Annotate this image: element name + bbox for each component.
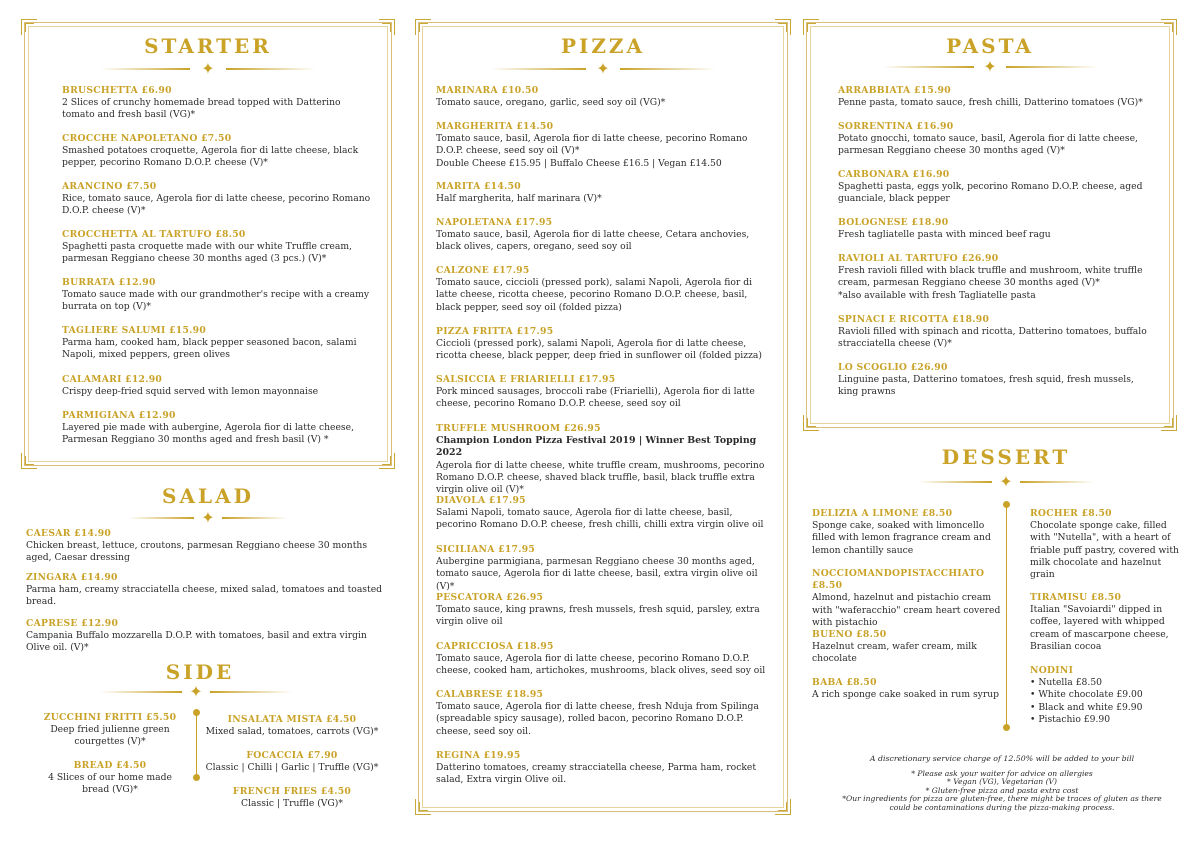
item-name: DIAVOLA £17.95 — [436, 495, 526, 506]
item-description: Parma ham, cooked ham, black pepper seasoned bacon, salami Napoli, mixed peppers, green olives — [62, 337, 357, 361]
item-name: LO SCOGLIO £26.90 — [838, 362, 948, 373]
item-name: RAVIOLI AL TARTUFO £26.90 — [838, 253, 999, 264]
starter-divider — [100, 61, 316, 77]
menu-item — [62, 325, 372, 362]
menu-item — [436, 121, 770, 170]
item-name: BURRATA £12.90 — [62, 277, 156, 288]
item-description: Sponge cake, soaked with limoncello filled with lemon fragrance cream and lemon chantilly sauce — [812, 520, 991, 556]
item-description: Classic | Chilli | Garlic | Truffle (VG)* — [205, 762, 379, 774]
menu-item — [40, 760, 180, 797]
menu-item — [436, 181, 770, 205]
item-name: PESCATORA £26.95 — [436, 592, 544, 603]
corner-ornament — [1161, 415, 1177, 431]
item-name: ARANCINO £7.50 — [62, 181, 157, 192]
item-description: Fresh ravioli filled with black truffle and mushroom, white truffle cream, parmesan Reggiano cheese 30 months aged (V)* — [838, 265, 1143, 289]
menu-item — [812, 508, 1002, 557]
item-name: ZINGARA £14.90 — [26, 572, 118, 583]
item-description: Tomato sauce, oregano, garlic, seed soy oil (VG)* — [436, 97, 666, 109]
side-divider — [100, 684, 292, 700]
item-description: Parma ham, creamy stracciatella cheese, mixed salad, tomatoes and toasted bread. — [26, 584, 383, 608]
item-description: Classic | Truffle (VG)* — [241, 798, 343, 810]
item-name: MARITA £14.50 — [436, 181, 521, 192]
gluten-note: * Gluten-free pizza and pasta extra cost — [925, 785, 1079, 795]
item-name: CROCCHE NAPOLETANO £7.50 — [62, 133, 232, 144]
item-description: Datterino tomatoes, creamy stracciatella cheese, Parma ham, rocket salad, Extra virgin Olive oil. — [436, 762, 757, 786]
corner-ornament — [415, 799, 431, 815]
item-name: PIZZA FRITTA £17.95 — [436, 326, 554, 337]
item-name: REGINA £19.95 — [436, 750, 521, 761]
item-description: Pork minced sausages, broccoli rabe (Friarielli), Agerola fior di latte cheese, pecorino Romano D.O.P. cheese, seed soy oil — [436, 386, 755, 410]
item-name: BUENO £8.50 — [812, 629, 887, 640]
item-name: BRUSCHETTA £6.90 — [62, 85, 172, 96]
nodini-list — [1030, 677, 1180, 726]
side-title: SIDE — [165, 660, 235, 684]
allergy-note: * Please ask your waiter for advice on allergies — [911, 768, 1093, 778]
pizza-divider — [490, 61, 716, 77]
list-item: • White chocolate £9.00 — [1030, 689, 1180, 701]
item-description: Tomato sauce made with our grandmother's recipe with a creamy burrata on top (V)* — [62, 289, 370, 313]
item-description: Spaghetti pasta, eggs yolk, pecorino Romano D.O.P. cheese, aged guanciale, black pepper — [838, 181, 1143, 205]
dessert-title: DESSERT — [941, 445, 1071, 469]
star-ornament-icon: ✦ — [596, 59, 610, 78]
footnotes — [840, 755, 1164, 813]
item-name: NOCCIOMANDOPISTACCHIATO £8.50 — [812, 568, 985, 592]
corner-ornament — [415, 19, 431, 35]
item-description: Deep fried julienne green courgettes (V)* — [50, 724, 170, 748]
item-name: SICILIANA £17.95 — [436, 544, 536, 555]
item-description: 4 Slices of our home made bread (VG)* — [48, 772, 172, 796]
menu-item — [838, 217, 1154, 241]
menu-item — [838, 85, 1154, 109]
menu-item — [204, 714, 380, 738]
item-name: NAPOLETANA £17.95 — [436, 217, 553, 228]
item-description: Agerola fior di latte cheese, white truffle cream, mushrooms, pecorino Romano D.O.P. cheese, shaved black truffle, basil, black truffle extra virgin olive oil (V)* — [436, 459, 765, 496]
item-name: CAESAR £14.90 — [26, 528, 112, 539]
item-name: TRUFFLE MUSHROOM £26.95 — [436, 423, 601, 434]
item-description: Aubergine parmigiana, parmesan Reggiano cheese 30 months aged, tomato sauce, Agerola fior di latte cheese, basil, extra virgin olive oil (V)* — [436, 556, 758, 592]
item-name: ARRABBIATA £15.90 — [838, 85, 951, 96]
item-description: Tomato sauce, king prawns, fresh mussels, fresh squid, parsley, extra virgin olive oil — [436, 604, 760, 628]
item-description: Salami Napoli, tomato sauce, Agerola fior di latte cheese, basil, pecorino Romano D.O.P. cheese, fresh chilli, chilli extra virgin olive oil — [436, 507, 764, 531]
star-ornament-icon: ✦ — [201, 59, 215, 78]
item-name: CARBONARA £16.90 — [838, 169, 950, 180]
pasta-divider — [882, 59, 1098, 75]
item-description: Half margherita, half marinara (V)* — [436, 193, 602, 205]
item-description: Crispy deep-fried squid served with lemon mayonnaise — [62, 386, 319, 398]
corner-ornament — [21, 19, 37, 35]
item-description: Italian "Savoiardi" dipped in coffee, layered with whipped cream of mascarpone cheese, Brasilian cocoa — [1030, 604, 1169, 652]
star-ornament-icon: ✦ — [201, 508, 215, 527]
menu-item — [40, 712, 180, 749]
menu-item — [204, 786, 380, 810]
menu-item — [1030, 592, 1180, 653]
star-ornament-icon: ✦ — [999, 472, 1013, 491]
menu-item — [436, 592, 770, 629]
salad-title: SALAD — [162, 484, 254, 508]
vegan-note: * Vegan (VG), Vegetarian (V) — [946, 777, 1057, 787]
item-name: CALABRESE £18.95 — [436, 689, 544, 700]
item-name: BREAD £4.50 — [73, 760, 147, 771]
item-name: PARMIGIANA £12.90 — [62, 410, 176, 421]
list-item: • Pistachio £9.90 — [1030, 714, 1180, 726]
menu-item — [1030, 665, 1180, 726]
item-name: FRENCH FRIES £4.50 — [232, 786, 352, 797]
item-description: Rice, tomato sauce, Agerola fior di latte cheese, pecorino Romano D.O.P. cheese (V)* — [62, 193, 371, 217]
item-name: CALZONE £17.95 — [436, 265, 530, 276]
menu-item — [436, 689, 770, 738]
menu-item — [436, 423, 770, 496]
item-name: CAPRICCIOSA £18.95 — [436, 641, 554, 652]
item-description: Chocolate sponge cake, filled with "Nutella", with a heart of friable puff pastry, covered with milk chocolate and hazelnut grain — [1030, 520, 1179, 581]
item-description: Tomato sauce, Agerola fior di latte cheese, pecorino Romano D.O.P. cheese, cooked ham, artichokes, mushrooms, black olives, seed soy oil — [436, 653, 766, 677]
menu-item — [436, 374, 770, 411]
item-name: CALAMARI £12.90 — [62, 374, 163, 385]
item-name: INSALATA MISTA £4.50 — [227, 714, 357, 725]
dessert-column-rule — [1006, 504, 1007, 728]
menu-item — [812, 629, 1002, 666]
corner-ornament — [379, 19, 395, 35]
pizza-title: PIZZA — [560, 34, 646, 58]
menu-item — [62, 410, 372, 447]
item-description: Spaghetti pasta croquette made with our white Truffle cream, parmesan Reggiano cheese 30 months aged (3 pcs.) (V)* — [62, 241, 352, 265]
corner-ornament — [379, 453, 395, 469]
menu-item — [812, 677, 1002, 701]
corner-ornament — [1161, 19, 1177, 35]
item-description: Campania Buffalo mozzarella D.O.P. with tomatoes, basil and extra virgin Olive oil. (V)* — [26, 630, 367, 654]
menu-item — [436, 85, 770, 109]
menu-item — [838, 314, 1154, 351]
dessert-divider — [918, 474, 1094, 490]
item-description: Tomato sauce, basil, Agerola fior di latte cheese, pecorino Romano D.O.P. cheese, seed soy oil (V)* — [436, 133, 748, 157]
menu-item — [1030, 508, 1180, 581]
item-extra: *also available with fresh Tagliatelle pasta — [838, 289, 1036, 301]
item-description: Tomato sauce, ciccioli (pressed pork), salami Napoli, Agerola fior di latte cheese, ricotta cheese, pecorino Romano D.O.P. cheese, basil, black pepper, seed soy oil (folded pizza) — [436, 277, 753, 313]
item-description: 2 Slices of crunchy homemade bread topped with Datterino tomato and fresh basil (VG)* — [62, 97, 341, 121]
star-ornament-icon: ✦ — [983, 57, 997, 76]
menu-item — [436, 750, 770, 787]
item-description: Hazelnut cream, wafer cream, milk chocolate — [812, 641, 977, 665]
corner-ornament — [775, 19, 791, 35]
item-description: Ciccioli (pressed pork), salami Napoli, Agerola fior di latte cheese, ricotta cheese, black pepper, deep fried in sunflower oil (folded pizza) — [436, 338, 762, 362]
item-name: NODINI — [1030, 665, 1074, 676]
item-description: Almond, hazelnut and pistachio cream with "waferacchio" cream heart covered with pistachio — [812, 592, 1001, 628]
side-column-rule — [196, 712, 197, 778]
menu-item — [62, 229, 372, 266]
menu-item — [838, 253, 1154, 302]
menu-item — [436, 326, 770, 363]
item-name: MARGHERITA £14.50 — [436, 121, 554, 132]
list-item: • Nutella £8.50 — [1030, 677, 1180, 689]
menu-item — [812, 568, 1002, 629]
salad-divider — [128, 510, 288, 526]
ingredients-note: *Our ingredients for pizza are gluten-free, there might be traces of gluten as there could be contaminations during the pizza-making process. — [842, 794, 1162, 812]
item-description: Chicken breast, lettuce, croutons, parmesan Reggiano cheese 30 months aged, Caesar dressing — [26, 540, 368, 564]
menu-item — [26, 528, 392, 565]
item-name: ZUCCHINI FRITTI £5.50 — [43, 712, 177, 723]
item-description: Penne pasta, tomato sauce, fresh chilli, Datterino tomatoes (VG)* — [838, 97, 1143, 109]
menu-item — [436, 544, 770, 593]
corner-ornament — [21, 453, 37, 469]
item-name: MARINARA £10.50 — [436, 85, 539, 96]
item-name: CAPRESE £12.90 — [26, 618, 119, 629]
menu-item — [838, 362, 1154, 399]
menu-item — [436, 641, 770, 678]
menu-item — [436, 217, 770, 254]
corner-ornament — [803, 415, 819, 431]
menu-item — [62, 133, 372, 170]
service-charge-note: A discretionary service charge of 12.50% will be added to your bill — [869, 754, 1135, 763]
item-description: Mixed salad, tomatoes, carrots (VG)* — [205, 726, 379, 738]
item-name: TAGLIERE SALUMI £15.90 — [62, 325, 207, 336]
pasta-title: PASTA — [946, 34, 1034, 58]
item-description: Linguine pasta, Datterino tomatoes, fresh squid, fresh mussels, king prawns — [838, 374, 1134, 398]
menu-item — [26, 618, 392, 655]
item-name: SPINACI E RICOTTA £18.90 — [838, 314, 990, 325]
item-name: BOLOGNESE £18.90 — [838, 217, 949, 228]
item-name: CROCCHETTA AL TARTUFO £8.50 — [62, 229, 246, 240]
menu-item — [62, 181, 372, 218]
menu-item — [26, 572, 392, 609]
item-name: DELIZIA A LIMONE £8.50 — [812, 508, 953, 519]
item-description: Tomato sauce, basil, Agerola fior di latte cheese, Cetara anchovies, black olives, capers, oregano, seed soy oil — [436, 229, 750, 253]
menu-item — [436, 265, 770, 314]
item-name: SORRENTINA £16.90 — [838, 121, 954, 132]
item-description: Fresh tagliatelle pasta with minced beef ragu — [838, 229, 1051, 241]
item-description: Tomato sauce, Agerola fior di latte cheese, fresh Nduja from Spilinga (spreadable spicy sausage), rolled bacon, pecorino Romano D.O.P. cheese, seed soy oil. — [436, 701, 759, 737]
item-description: Potato gnocchi, tomato sauce, basil, Agerola fior di latte cheese, parmesan Reggiano cheese 30 months aged (V)* — [838, 133, 1138, 157]
item-description: A rich sponge cake soaked in rum syrup — [812, 689, 1000, 701]
menu-item — [62, 277, 372, 314]
item-name: BABA £8.50 — [812, 677, 877, 688]
menu-item — [204, 750, 380, 774]
item-name: SALSICCIA E FRIARIELLI £17.95 — [436, 374, 616, 385]
item-name: FOCACCIA £7.90 — [246, 750, 338, 761]
menu-item — [62, 85, 372, 122]
item-description: Smashed potatoes croquette, Agerola fior di latte cheese, black pepper, pecorino Romano D.O.P. cheese (V)* — [62, 145, 359, 169]
item-description: Layered pie made with aubergine, Agerola fior di latte cheese, Parmesan Reggiano 30 months aged and fresh basil (V) * — [62, 422, 354, 446]
award-text: Champion London Pizza Festival 2019 | Winner Best Topping 2022 — [436, 435, 757, 459]
star-ornament-icon: ✦ — [189, 682, 203, 701]
menu-item — [436, 495, 770, 532]
menu-item — [838, 169, 1154, 206]
corner-ornament — [775, 799, 791, 815]
item-extra: Double Cheese £15.95 | Buffalo Cheese £16.5 | Vegan £14.50 — [436, 157, 722, 169]
menu-item — [62, 374, 372, 398]
menu-item — [838, 121, 1154, 158]
corner-ornament — [803, 19, 819, 35]
item-name: ROCHER £8.50 — [1030, 508, 1112, 519]
item-description: Ravioli filled with spinach and ricotta, Datterino tomatoes, buffalo stracciatella cheese (V)* — [838, 326, 1147, 350]
list-item: • Black and white £9.90 — [1030, 702, 1180, 714]
item-name: TIRAMISU £8.50 — [1030, 592, 1122, 603]
starter-title: STARTER — [144, 34, 272, 58]
